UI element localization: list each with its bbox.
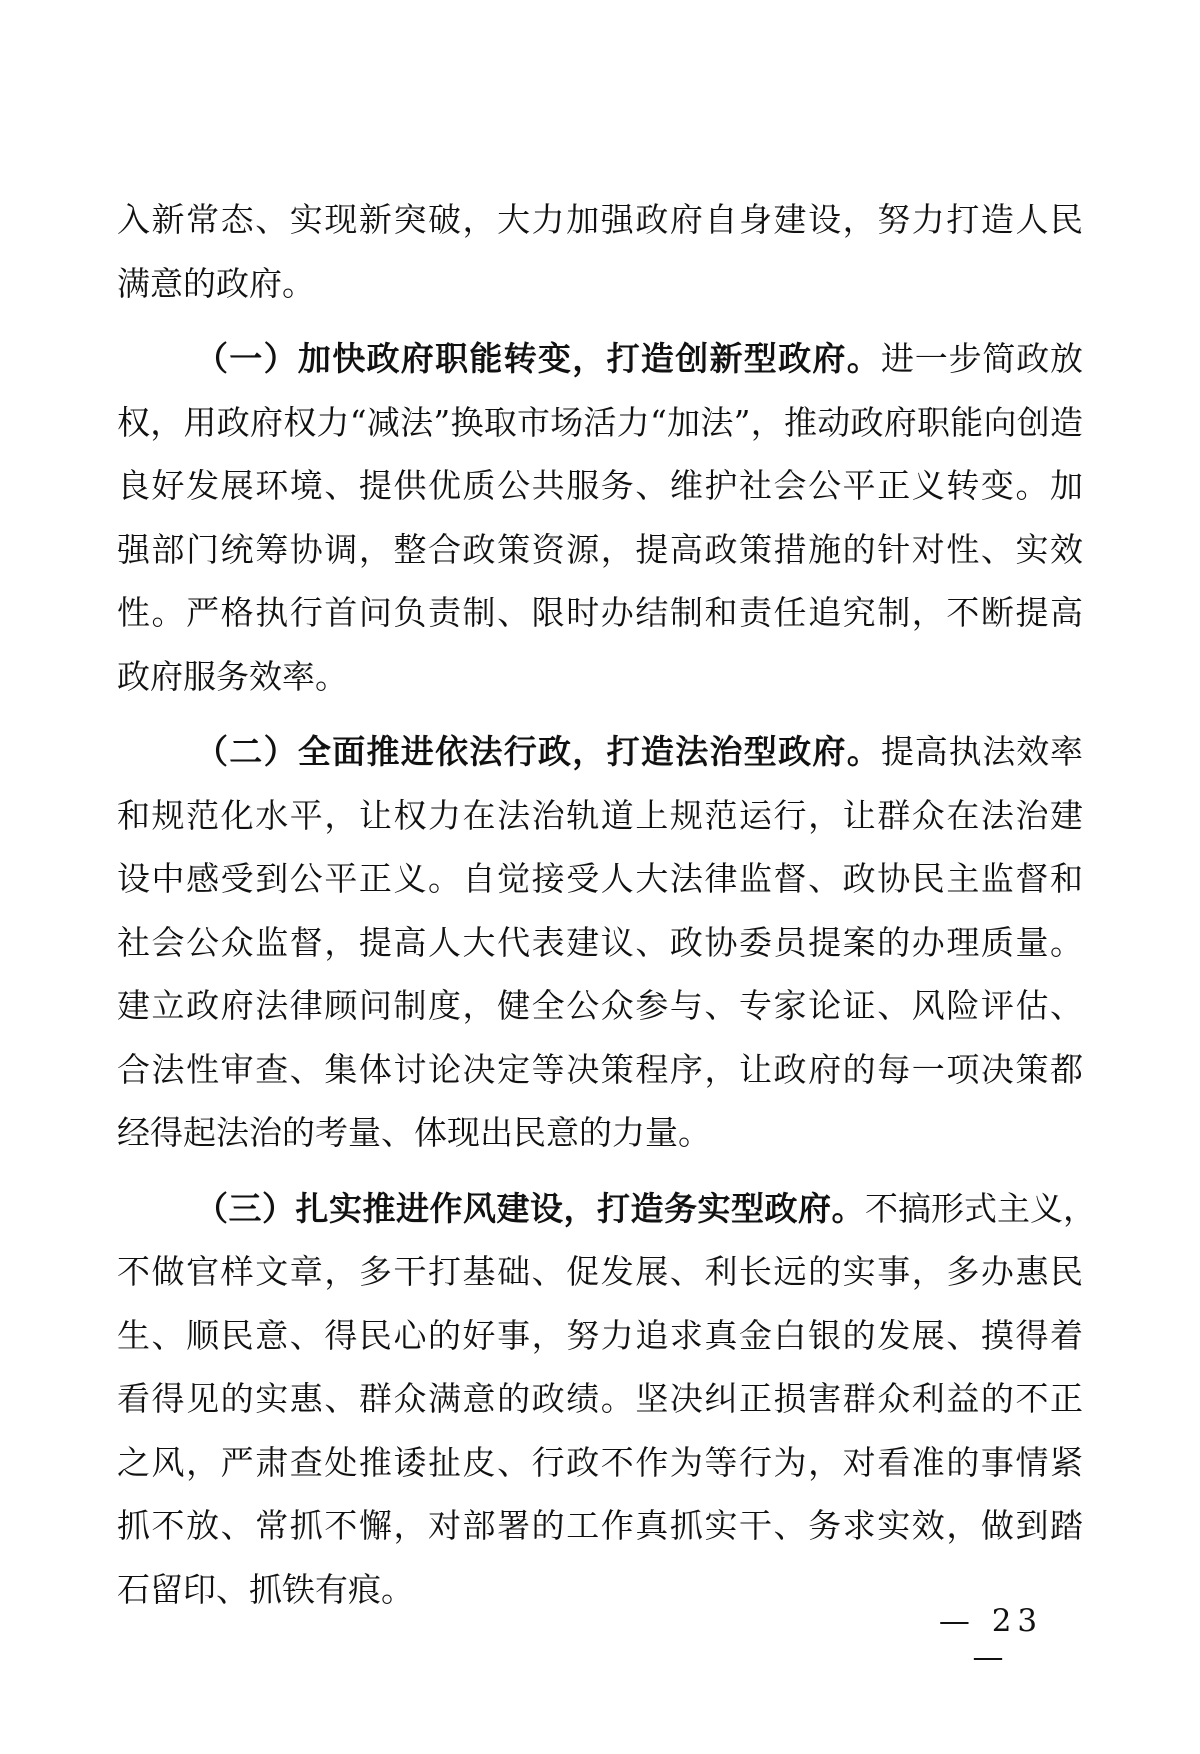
- text-line: 性。严格执行首问负责制、限时办结制和责任追究制，不断提高: [117, 593, 1083, 632]
- section-3-first-line: [117, 1177, 1096, 1241]
- text-line: 建立政府法律顾问制度，健全公众参与、专家论证、风险评估、: [117, 986, 1083, 1025]
- section-1-first-line: [117, 327, 1083, 391]
- section-1-paragraph: [117, 327, 1083, 708]
- text-line: 良好发展环境、提供优质公共服务、维护社会公平正义转变。加: [117, 466, 1083, 505]
- text-line: 满意的政府。: [117, 263, 315, 303]
- page-number: — 23 —: [938, 1603, 1044, 1675]
- section-3-paragraph: [117, 1177, 1096, 1622]
- text-line: 看得见的实惠、群众满意的政绩。坚决纠正损害群众利益的不正: [117, 1379, 1083, 1418]
- text-line: 政府服务效率。: [117, 656, 348, 696]
- section-1-heading: （一）加快政府职能转变，打造创新型政府。: [195, 339, 881, 378]
- text-line: 合法性审查、集体讨论决定等决策程序，让政府的每一项决策都: [117, 1049, 1083, 1089]
- section-2-first-line: [117, 720, 1083, 784]
- text-line: 石留印、抓铁有痕。: [117, 1569, 414, 1609]
- section-3-first-line-text: 不搞形式主义，: [865, 1188, 1096, 1228]
- paragraph-intro: [117, 188, 1083, 315]
- section-3-heading: （三）扎实推进作风建设，打造务实型政府。: [195, 1188, 865, 1228]
- section-1-first-line-text: 进一步简政放: [881, 339, 1084, 378]
- text-line: 抓不放、常抓不懈，对部署的工作真抓实干、务求实效，做到踏: [117, 1506, 1083, 1545]
- text-line: 不做官样文章，多干打基础、促发展、利长远的实事，多办惠民: [117, 1252, 1083, 1291]
- section-2-first-line-text: 提高执法效率: [881, 732, 1084, 771]
- section-2-heading: （二）全面推进依法行政，打造法治型政府。: [195, 732, 881, 771]
- text-line: 入新常态、实现新突破，大力加强政府自身建设，努力打造人民: [117, 200, 1083, 239]
- text-line: 和规范化水平，让权力在法治轨道上规范运行，让群众在法治建: [117, 795, 1083, 835]
- text-line: 生、顺民意、得民心的好事，努力追求真金白银的发展、摸得着: [117, 1315, 1083, 1355]
- document-body: [117, 188, 1096, 1621]
- text-line: 强部门统筹协调，整合政策资源，提高政策措施的针对性、实效: [117, 529, 1083, 569]
- text-line: 社会公众监督，提高人大代表建议、政协委员提案的办理质量。: [117, 922, 1083, 962]
- text-line: 之风，严肃查处推诿扯皮、行政不作为等行为，对看准的事情紧: [117, 1442, 1083, 1482]
- section-2-paragraph: [117, 720, 1083, 1165]
- text-line: 经得起法治的考量、体现出民意的力量。: [117, 1113, 711, 1152]
- text-line: 权，用政府权力“减法”换取市场活力“加法”，推动政府职能向创造: [117, 402, 1083, 442]
- text-line: 设中感受到公平正义。自觉接受人大法律监督、政协民主监督和: [117, 859, 1083, 898]
